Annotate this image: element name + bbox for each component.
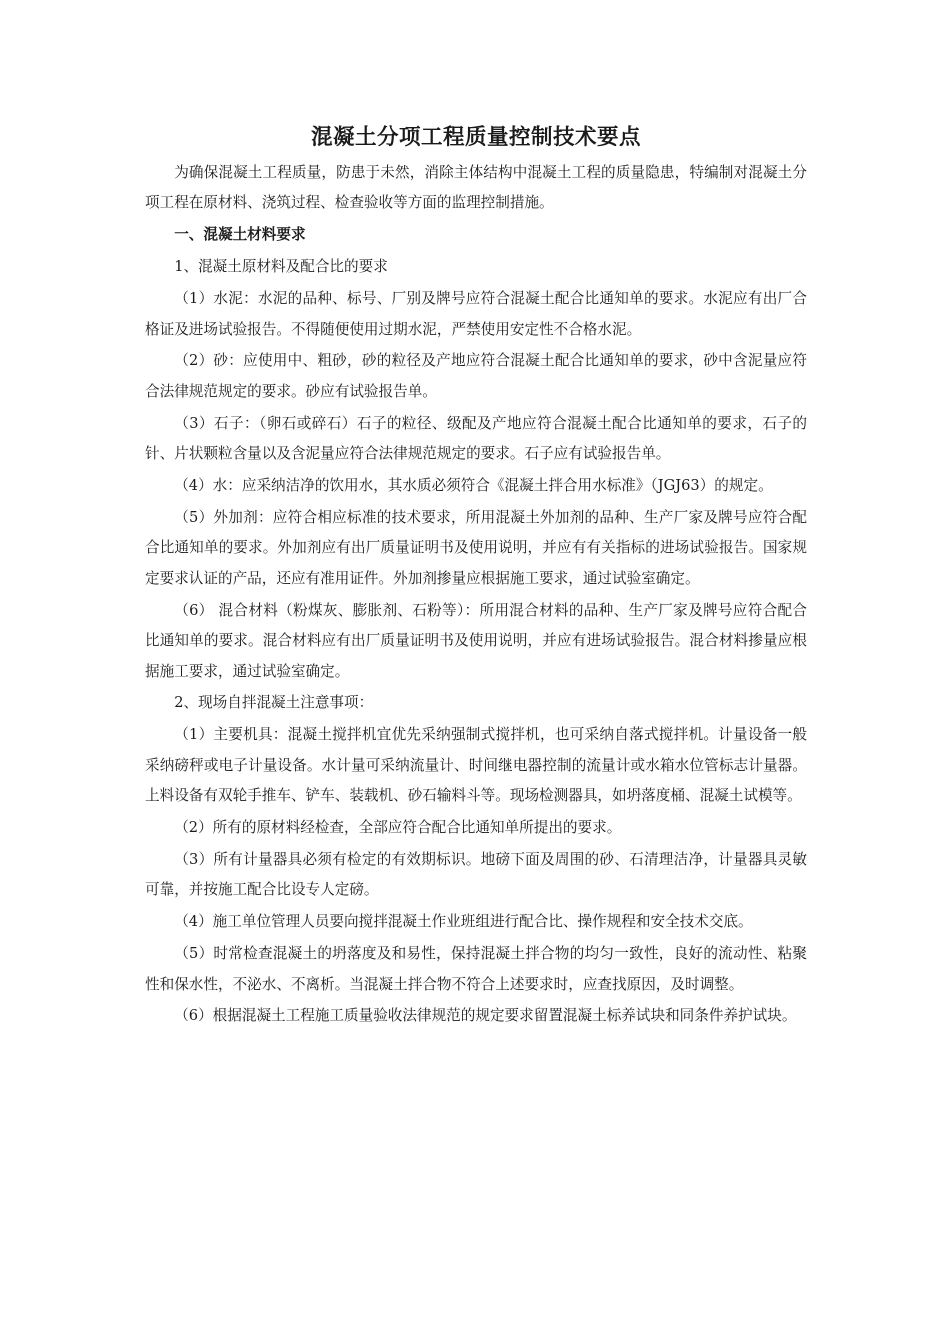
item-metering-devices: （3）所有计量器具必须有检定的有效期标识。地磅下面及周围的砂、石清理洁净，计量器具灵敏可靠，并按施工配合比设专人定磅。 xyxy=(145,850,807,899)
item-test-blocks: （6）根据混凝土工程施工质量验收法律规范的规定要求留置混凝土标养试块和同条件养护试块。 xyxy=(174,1007,797,1025)
item-slump-check: （5）时常检查混凝土的坍落度及和易性，保持混凝土拌合物的均匀一致性，良好的流动性、粘聚性和保水性，不泌水、不离析。当混凝土拌合物不符合上述要求时，应查找原因，及时调整。 xyxy=(145,945,807,993)
item-cement: （1）水泥：水泥的品种、标号、厂别及牌号应符合混凝土配合比通知单的要求。水泥应有出厂合格证及进场试验报告。不得随便使用过期水泥，严禁使用安定性不合格水泥。 xyxy=(145,290,807,338)
subsection-heading-raw-materials: 1、混凝土原材料及配合比的要求 xyxy=(174,258,388,276)
item-main-equipment: （1）主要机具：混凝土搅拌机宜优先采纳强制式搅拌机，也可采纳自落式搅拌机。计量设备一般采纳磅秤或电子计量设备。水计量可采纳流量计、时间继电器控制的流量计或水箱水位管标志计量器。上料设备有双轮手推车、铲车、装载机、砂石输料斗等。现场检测器具，如坍落度桶、混凝土试模等。 xyxy=(145,726,807,805)
document-page xyxy=(145,118,807,1033)
document-title: 混凝土分项工程质量控制技术要点 xyxy=(310,125,641,150)
intro-paragraph: 为确保混凝土工程质量，防患于未然，消除主体结构中混凝土工程的质量隐患，特编制对混凝土分项工程在原材料、浇筑过程、检查验收等方面的监理控制措施。 xyxy=(145,164,807,212)
section-heading-materials: 一、混凝土材料要求 xyxy=(174,226,306,244)
item-stone: （3）石子：（卵石或碎石）石子的粒径、级配及产地应符合混凝土配合比通知单的要求，石子的针、片状颗粒含量以及含泥量应符合法律规范规定的要求。石子应有试验报告单。 xyxy=(145,414,807,463)
item-admixture: （5）外加剂：应符合相应标准的技术要求，所用混凝土外加剂的品种、生产厂家及牌号应符合配合比通知单的要求。外加剂应有出厂质量证明书及使用说明，并应有有关指标的进场试验报告。国家规定要求认证的产品，还应有准用证件。外加剂掺量应根据施工要求，通过试验室确定。 xyxy=(145,508,807,587)
subsection-heading-site-mixing: 2、现场自拌混凝土注意事项： xyxy=(174,694,374,712)
item-water: （4）水：应采纳洁净的饮用水，其水质必须符合《混凝土拌合用水标准》（JGJ63）的规定。 xyxy=(174,477,773,495)
item-technical-briefing: （4）施工单位管理人员要向搅拌混凝土作业班组进行配合比、操作规程和安全技术交底。 xyxy=(174,913,753,931)
item-mixed-materials: （6） 混合材料（粉煤灰、膨胀剂、石粉等）：所用混合材料的品种、生产厂家及牌号应符合配合比通知单的要求。混合材料应有出厂质量证明书及使用说明，并应有进场试验报告。混合材料掺量应根据施工要求，通过试验室确定。 xyxy=(145,601,807,680)
item-sand: （2）砂：应使用中、粗砂，砂的粒径及产地应符合混凝土配合比通知单的要求，砂中含泥量应符合法律规范规定的要求。砂应有试验报告单。 xyxy=(145,352,807,400)
item-raw-material-check: （2）所有的原材料经检查，全部应符合配合比通知单所提出的要求。 xyxy=(174,819,622,837)
